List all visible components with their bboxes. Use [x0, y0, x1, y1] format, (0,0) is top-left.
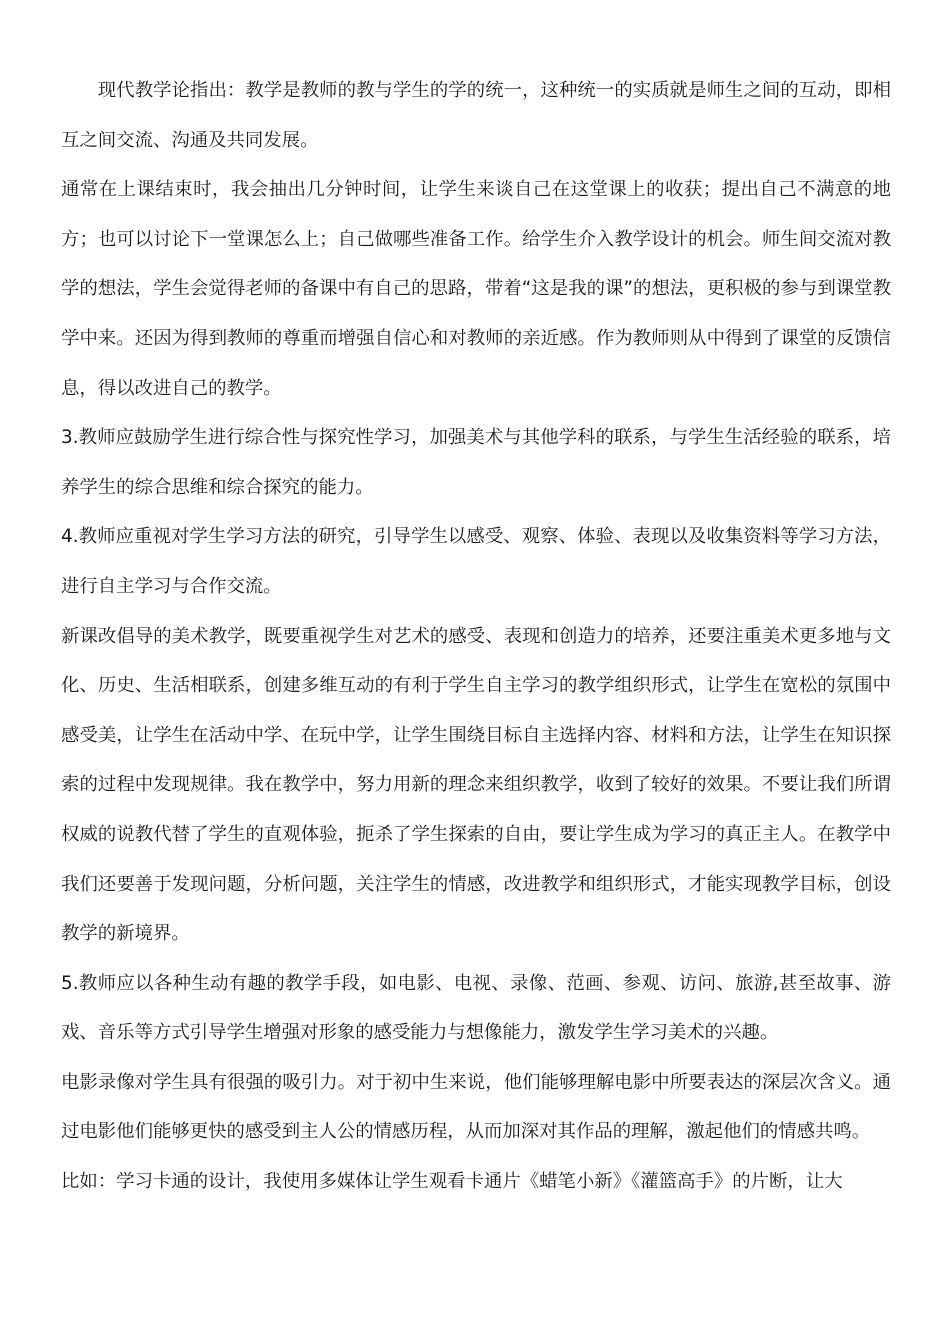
paragraph-new-curriculum: 新课改倡导的美术教学，既要重视学生对艺术的感受、表现和创造力的培养，还要注重美术更多地与文化、历史、生活相联系，创建多维互动的有利于学生自主学习的教学组织形式，让学生在宽松的氛围中感受美，让学生在活动中学、在玩中学，让学生围绕目标自主选择内容、材料和方法，让学生在知识探索的过程中发现规律。我在教学中，努力用新的理念来组织教学，收到了较好的效果。不要让我们所谓权威的说教代替了学生的直观体验，扼杀了学生探索的自由，要让学生成为学习的真正主人。在教学中我们还要善于发现问题，分析问题，关注学生的情感，改进教学和组织形式，才能实现教学目标，创设教学的新境界。	[61, 625, 891, 945]
paragraph-class-end-reflection: 通常在上课结束时，我会抽出几分钟时间，让学生来谈自己在这堂课上的收获；提出自己不满意的地方；也可以讨论下一堂课怎么上；自己做哪些准备工作。给学生介入教学设计的机会。师生间交流对教学的想法，学生会觉得老师的备课中有自己的思路，带着“这是我的课”的想法，更积极的参与到课堂教学中来。还因为得到教师的尊重而增强自信心和对教师的亲近感。作为教师则从中得到了课堂的反馈信息，得以改进自己的教学。	[61, 179, 891, 399]
paragraph-film-video: 电影录像对学生具有很强的吸引力。对于初中生来说，他们能够理解电影中所要表达的深层次含义。通过电影他们能够更快的感受到主人公的情感历程，从而加深对其作品的理解，激起他们的情感共鸣。	[61, 1071, 891, 1143]
paragraph-point-4: 4.教师应重视对学生学习方法的研究，引导学生以感受、观察、体验、表现以及收集资料等学习方法，进行自主学习与合作交流。	[61, 526, 891, 597]
paragraph-interaction-theory: 现代教学论指出：教学是教师的教与学生的学的统一，这种统一的实质就是师生之间的互动，即相互之间交流、沟通及共同发展。	[61, 80, 891, 151]
paragraph-point-5: 5.教师应以各种生动有趣的教学手段，如电影、电视、录像、范画、参观、访问、旅游,甚至故事、游戏、音乐等方式引导学生增强对形象的感受能力与想像能力，激发学生学习美术的兴趣。	[61, 972, 891, 1044]
paragraph-cartoon-example: 比如：学习卡通的设计，我使用多媒体让学生观看卡通片《蜡笔小新》《灌篮高手》的片断，让大	[61, 1171, 843, 1193]
paragraph-point-3: 3.教师应鼓励学生进行综合性与探究性学习，加强美术与其他学科的联系，与学生生活经验的联系，培养学生的综合思维和综合探究的能力。	[61, 427, 891, 498]
document-body	[61, 66, 891, 1207]
